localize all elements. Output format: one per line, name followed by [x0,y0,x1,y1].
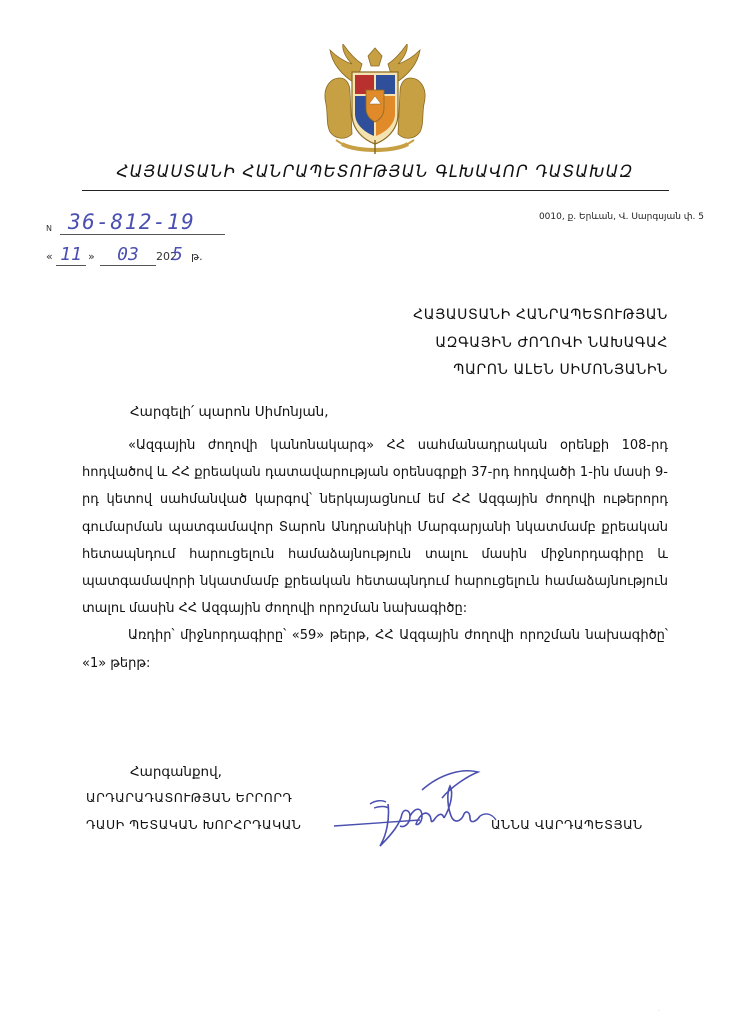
closing: Հարգանքով, [130,764,222,780]
date-month: 03 [100,244,156,266]
salutation: Հարգելի՛ պարոն Սիմոնյան, [130,404,329,420]
armenia-coat-of-arms-icon [316,44,434,156]
date-year-suffix: թ. [191,250,203,263]
date-year-prefix: 202 [156,250,177,263]
handwritten-signature-icon [330,764,500,854]
signatory-title-line-1: ԱՐԴԱՐԱԴԱՏՈՒԹՅԱՆ ԵՐՐՈՐԴ [86,790,293,805]
number-label: N [46,224,52,233]
header-divider [82,190,669,191]
body-paragraph-1: «Ազգային ժողովի կանոնակարգ» ՀՀ սահմանադրական օրենքի 108-րդ հոդվածով և ՀՀ քրեական դատավարության օրենսգրքի 37-րդ հոդվածի 1-ին մասի 9-րդ կետով սահմանված կարգով՝ ներկայացնում եմ ՀՀ Ազգային ժողովի ութերորդ գումարման պատգամավոր Տարոն Անդրանիկի Մարգարյանի նկատմամբ քրեական հետապնդում հարուցելուն համաձայնություն տալու մասին միջնորդագիրը և պատգամավորի նկատմամբ քրեական հետապնդում հարուցելուն համաձայնություն տալու մասին ՀՀ Ազգային ժողովի որոշման նախագիծը: [82,438,668,617]
recipient-line-2: ԱԶԳԱՅԻՆ ԺՈՂՈՎԻ ՆԱԽԱԳԱՀ [435,334,668,351]
organization-title: ՀԱՅԱՍՏԱՆԻ ՀԱՆՐԱՊԵՏՈՒԹՅԱՆ ԳԼԽԱՎՈՐ ԴԱՏԱԽԱԶ [116,162,634,181]
letter-body [82,432,668,677]
date-day: 11 [56,244,86,266]
body-paragraph-2: Առդիր՝ միջնորդագիրը՝ «59» թերթ, ՀՀ Ազգային ժողովի որոշման նախագիծը՝ «1» թերթ: [82,628,668,671]
date-year-handwritten: 5 [172,244,183,265]
recipient-block [413,302,668,385]
date-close-quote: » [88,250,95,263]
signatory-title-line-2: ԴԱՍԻ ՊԵՏԱԿԱՆ ԽՈՐՀՐԴԱԿԱՆ [86,817,302,832]
recipient-line-1: ՀԱՅԱՍՏԱՆԻ ՀԱՆՐԱՊԵՏՈՒԹՅԱՆ [413,307,668,323]
watermark: · [658,1008,660,1015]
recipient-line-3: ՊԱՐՈՆ ԱԼԵՆ ՍԻՄՈՆՅԱՆԻՆ [453,362,668,378]
date-open-quote: « [46,250,53,263]
handwritten-reference-number: 36-812-19 [60,210,225,235]
signatory-name: ԱՆՆԱ ՎԱՐԴԱՊԵՏՅԱՆ [491,817,643,832]
office-address: 0010, ք. Երևան, Վ. Սարգսյան փ. 5 [538,212,704,222]
